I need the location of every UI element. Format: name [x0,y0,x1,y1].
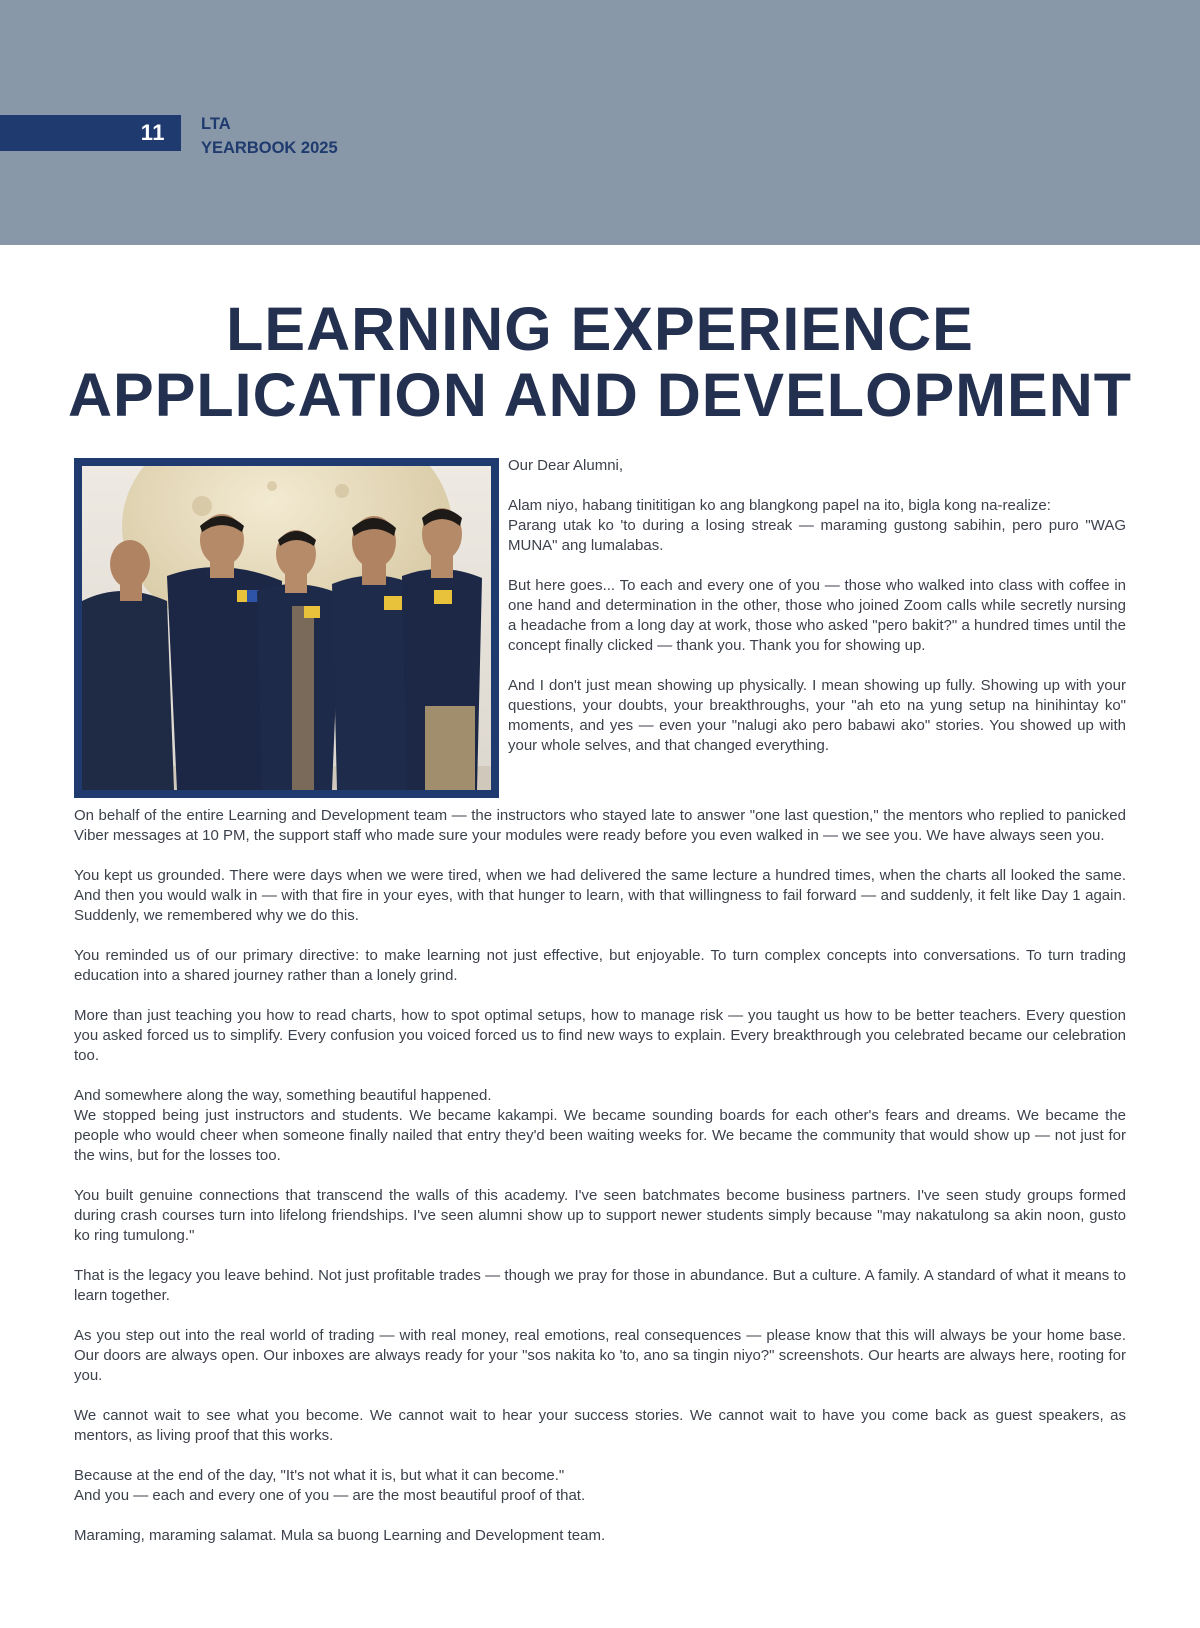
letter-paragraph-7: More than just teaching you how to read charts, how to spot optimal setups, how to manage risk — you taught us how to be better teachers. Every question you asked forced us to simplify. Every confusion you voiced forced us to find new ways to explain. Every breakthrough you celebrated became our celebration too. [74,1007,1126,1064]
letter-paragraph-10: That is the legacy you leave behind. Not just profitable trades — though we pray for those in abundance. But a culture. A family. A standard of what it means to learn together. [74,1267,1126,1304]
letter-paragraph-6: You reminded us of our primary directive: to make learning not just effective, but enjoyable. To turn complex concepts into conversations. To turn trading education into a shared journey rather than a lonely grind. [74,947,1126,984]
letter-paragraph-13-line-b: And you — each and every one of you — are the most beautiful proof of that. [74,1487,586,1504]
page-title-line-1: LEARNING EXPERIENCE [226,295,974,363]
letter-paragraph-3: And I don't just mean showing up physically. I mean showing up fully. Showing up with your questions, your doubts, your breakthroughs, your "ah eto na yung setup na hinihintay ko" moments, and yes — even your "nalugi ako pero babawi ako" stories. You showed up with your whole selves, and that changed everything. [508,677,1126,754]
salutation: Our Dear Alumni, [508,457,624,474]
org-name: LTA [201,115,231,133]
letter-paragraph-8 [74,1086,1126,1166]
letter-paragraph-2: But here goes... To each and every one of you — those who walked into class with coffee in one hand and determination in the other, those who joined Zoom calls while secretly nursing a headache from a long day at work, those who asked "pero bakit?" a hundred times until the concept finally clicked — thank you. Thank you for showing up. [508,577,1126,654]
letter-closing: Maraming, maraming salamat. Mula sa buong Learning and Development team. [74,1527,606,1544]
letter-paragraph-1 [508,496,1126,556]
publication-name: YEARBOOK 2025 [201,139,338,157]
team-photo-frame [74,458,499,798]
letter-paragraph-13-line-a: Because at the end of the day, "It's not what it is, but what it can become." [74,1467,565,1484]
letter-paragraph-5: You kept us grounded. There were days when we were tired, when we had delivered the same lecture a hundred times, when the charts all looked the same. And then you would walk in — with that fire in your eyes, with that hunger to learn, with that willingness to fail forward — and suddenly, it felt like Day 1 again. Suddenly, we remembered why we do this. [74,867,1126,924]
letter-paragraph-12: We cannot wait to see what you become. We cannot wait to hear your success stories. We cannot wait to have you come back as guest speakers, as mentors, as living proof that this works. [74,1407,1126,1444]
letter-paragraph-8-line-a: And somewhere along the way, something beautiful happened. [74,1087,492,1104]
letter-paragraph-13 [74,1466,1126,1506]
letter-paragraph-1-line-b: Parang utak ko 'to during a losing streak — maraming gustong sabihin, pero puro "WAG MUNA" ang lumalabas. [508,517,1126,554]
letter-paragraph-1-line-a: Alam niyo, habang tinititigan ko ang blangkong papel na ito, bigla kong na-realize: [508,497,1051,514]
letter-intro-column [508,456,1126,776]
page-number: 11 [140,120,165,145]
letter-paragraph-4: On behalf of the entire Learning and Development team — the instructors who stayed late to answer "one last question," the mentors who replied to panicked Viber messages at 10 PM, the support staff who made sure your modules were ready before you even walked in — we see you. We have always seen you. [74,807,1126,844]
letter-paragraph-9: You built genuine connections that transcend the walls of this academy. I've seen batchmates become business partners. I've seen study groups formed during crash courses turn into lifelong friendships. I've seen alumni show up to support newer students simply because "may nakatulong sa akin noon, gusto ko ring tumulong." [74,1187,1126,1244]
team-photo [82,466,491,790]
page-title-line-2: APPLICATION AND DEVELOPMENT [67,361,1133,429]
page-title [0,296,1200,428]
letter-body-column [74,806,1126,1546]
letter-paragraph-8-line-b: We stopped being just instructors and students. We became kakampi. We became sounding boards for each other's fears and dreams. We became the people who would cheer when someone finally nailed that entry they'd been waiting weeks for. We became the community that would show up — not just for the wins, but for the losses too. [74,1107,1126,1164]
letter-paragraph-11: As you step out into the real world of trading — with real money, real emotions, real consequences — please know that this will always be your home base. Our doors are always open. Our inboxes are always ready for your "sos nakita ko 'to, ano sa tingin niyo?" screenshots. Our hearts are always here, rooting for you. [74,1327,1126,1384]
publication-label [201,112,338,160]
page-number-tab [0,115,181,151]
team-photo-illustration [82,466,491,790]
